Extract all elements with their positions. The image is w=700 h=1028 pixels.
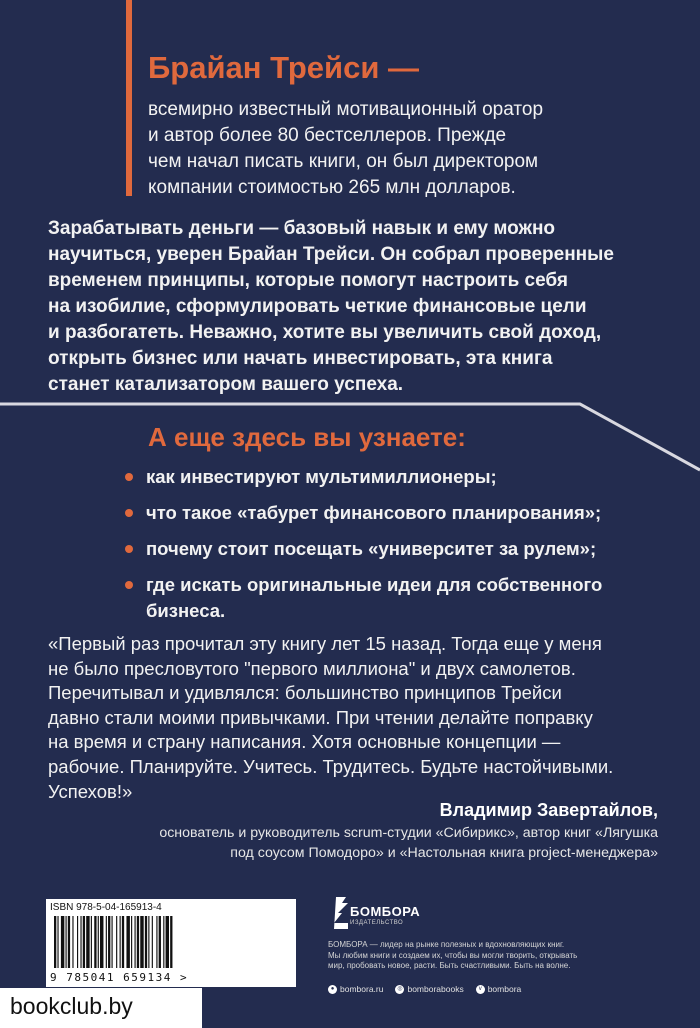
quote-line: давно стали моими привычками. При чтении делайте поправку xyxy=(48,706,593,728)
publisher-text-line: Мы любим книги и создаем их, чтобы вы могли творить, открывать xyxy=(328,950,578,960)
author-bio-line: чем начал писать книги, он был директором xyxy=(148,151,539,172)
barcode-bar xyxy=(159,916,161,968)
quote-line: на время и страну написания. Хотя основные концепции — xyxy=(48,731,561,753)
social-link-instagram[interactable] xyxy=(395,984,463,994)
list-item xyxy=(124,536,684,562)
description-line: Зарабатывать деньги — базовый навык и ему можно xyxy=(48,218,556,239)
list-item-text: где искать оригинальные идеи для собственного xyxy=(146,574,603,595)
bullet-dot-icon xyxy=(125,581,133,589)
quote-author: Владимир Завертайлов, xyxy=(439,800,658,820)
social-link-site[interactable] xyxy=(328,984,383,994)
accent-bar xyxy=(126,0,132,196)
author-bio-line: компании стоимостью 265 млн долларов. xyxy=(148,177,516,198)
barcode-bar xyxy=(126,916,129,968)
barcode-bar xyxy=(98,916,99,968)
list-item xyxy=(124,500,684,526)
list-item xyxy=(124,464,684,490)
description-line: станет катализатором вашего успеха. xyxy=(48,374,404,395)
barcode-bar xyxy=(106,916,107,968)
publisher-name: БОМБОРА xyxy=(350,904,421,919)
watermark xyxy=(0,988,202,1028)
barcode-bar xyxy=(94,916,96,968)
barcode-bar xyxy=(135,916,136,968)
social-label: bombora.ru xyxy=(340,984,384,994)
barcode-bar xyxy=(120,916,121,968)
barcode-bar xyxy=(152,916,153,968)
barcode-bar xyxy=(170,916,172,968)
barcode-digits: 9 785041 659134 > xyxy=(50,971,189,984)
watermark-text: bookclub.by xyxy=(10,993,133,1019)
description-line: и разбогатеть. Неважно, хотите вы увеличить свой доход, xyxy=(48,322,602,343)
barcode-bar xyxy=(122,916,124,968)
barcode xyxy=(46,899,296,987)
quote-line: не было пресловутого "первого миллиона" и двух самолетов. xyxy=(48,657,576,679)
quote-line: Успехов!» xyxy=(48,780,133,802)
barcode-bar xyxy=(140,916,143,968)
barcode-bar xyxy=(108,916,110,968)
publisher-text-line: мир, пробовать новое, расти. Быть счастливыми. Быть на волне. xyxy=(328,961,571,970)
instagram-icon: ◎ xyxy=(397,985,403,992)
isbn-number: ISBN 978-5-04-165913-4 xyxy=(50,902,162,913)
publisher-description xyxy=(328,940,668,972)
list-item-text: как инвестируют мультимиллионеры; xyxy=(146,466,497,487)
barcode-bar xyxy=(145,916,147,968)
social-label: bombora xyxy=(487,984,522,994)
bullet-dot-icon xyxy=(125,509,133,517)
book-description xyxy=(48,216,668,398)
barcode-bar xyxy=(83,916,85,968)
barcode-bar xyxy=(66,916,67,968)
barcode-bar xyxy=(163,916,164,968)
barcode-bar xyxy=(100,916,103,968)
barcode-bar xyxy=(86,916,89,968)
bullet-dot-icon xyxy=(125,545,133,553)
barcode-bar xyxy=(77,916,78,968)
social-label: bomborabooks xyxy=(407,984,464,994)
barcode-bar xyxy=(80,916,81,968)
social-link-vk[interactable] xyxy=(476,984,522,994)
barcode-bar xyxy=(54,916,56,968)
barcode-bar xyxy=(116,916,117,968)
description-line: открыть бизнес или начать инвестировать, эта книга xyxy=(48,348,553,369)
barcode-bar xyxy=(57,916,58,968)
list-item-text: почему стоит посещать «университет за рулем»; xyxy=(146,538,597,559)
list-item-text: что такое «табурет финансового планирования»; xyxy=(146,502,602,523)
learn-list xyxy=(124,464,684,634)
author-bio-line: и автор более 80 бестселлеров. Прежде xyxy=(148,125,507,146)
testimonial-quote xyxy=(48,632,678,804)
publisher-logo-icon xyxy=(332,893,352,933)
barcode-bar xyxy=(68,916,70,968)
barcode-bar xyxy=(131,916,132,968)
barcode-bar xyxy=(137,916,139,968)
barcode-bar xyxy=(91,916,92,968)
role-line: основатель и руководитель scrum-студии «Сибирикс», автор книг «Лягушка xyxy=(159,825,658,841)
barcode-bar xyxy=(156,916,157,968)
publisher-subtitle: ИЗДАТЕЛЬСТВО xyxy=(350,920,404,926)
learn-heading: А еще здесь вы узнаете: xyxy=(148,422,466,452)
barcode-bar xyxy=(61,916,64,968)
globe-icon: ● xyxy=(328,985,337,994)
author-bio xyxy=(148,97,668,201)
quote-line: Перечитывал и удивлялся: большинство принципов Трейси xyxy=(48,682,562,704)
quote-author-role xyxy=(18,823,658,863)
vk-icon: v xyxy=(476,985,485,994)
description-line: на изобилие, сформулировать четкие финансовые цели xyxy=(48,296,587,317)
role-line: под соусом Помодоро» и «Настольная книга project-менеджера» xyxy=(230,845,658,861)
barcode-bars-icon xyxy=(50,916,292,970)
quote-line: рабочие. Планируйте. Учитесь. Трудитесь. Будьте настойчивыми. xyxy=(48,755,614,777)
barcode-bar xyxy=(148,916,149,968)
barcode-bar xyxy=(112,916,113,968)
barcode-bar xyxy=(72,916,73,968)
quote-line: «Первый раз прочитал эту книгу лет 15 назад. Тогда еще у меня xyxy=(48,633,602,654)
author-bio-line: всемирно известный мотивационный оратор xyxy=(148,99,544,120)
bullet-dot-icon xyxy=(125,473,133,481)
description-line: временем принципы, которые помогут настроить себя xyxy=(48,270,569,291)
barcode-bar xyxy=(166,916,169,968)
description-line: научиться, уверен Брайан Трейси. Он собрал проверенные xyxy=(48,244,614,265)
publisher-socials xyxy=(328,984,521,994)
list-item-text: бизнеса. xyxy=(146,600,226,621)
list-item xyxy=(124,572,684,624)
author-name: Брайан Трейси — xyxy=(148,50,419,85)
publisher-text-line: БОМБОРА — лидер на рынке полезных и вдохновляющих книг. xyxy=(328,940,565,949)
